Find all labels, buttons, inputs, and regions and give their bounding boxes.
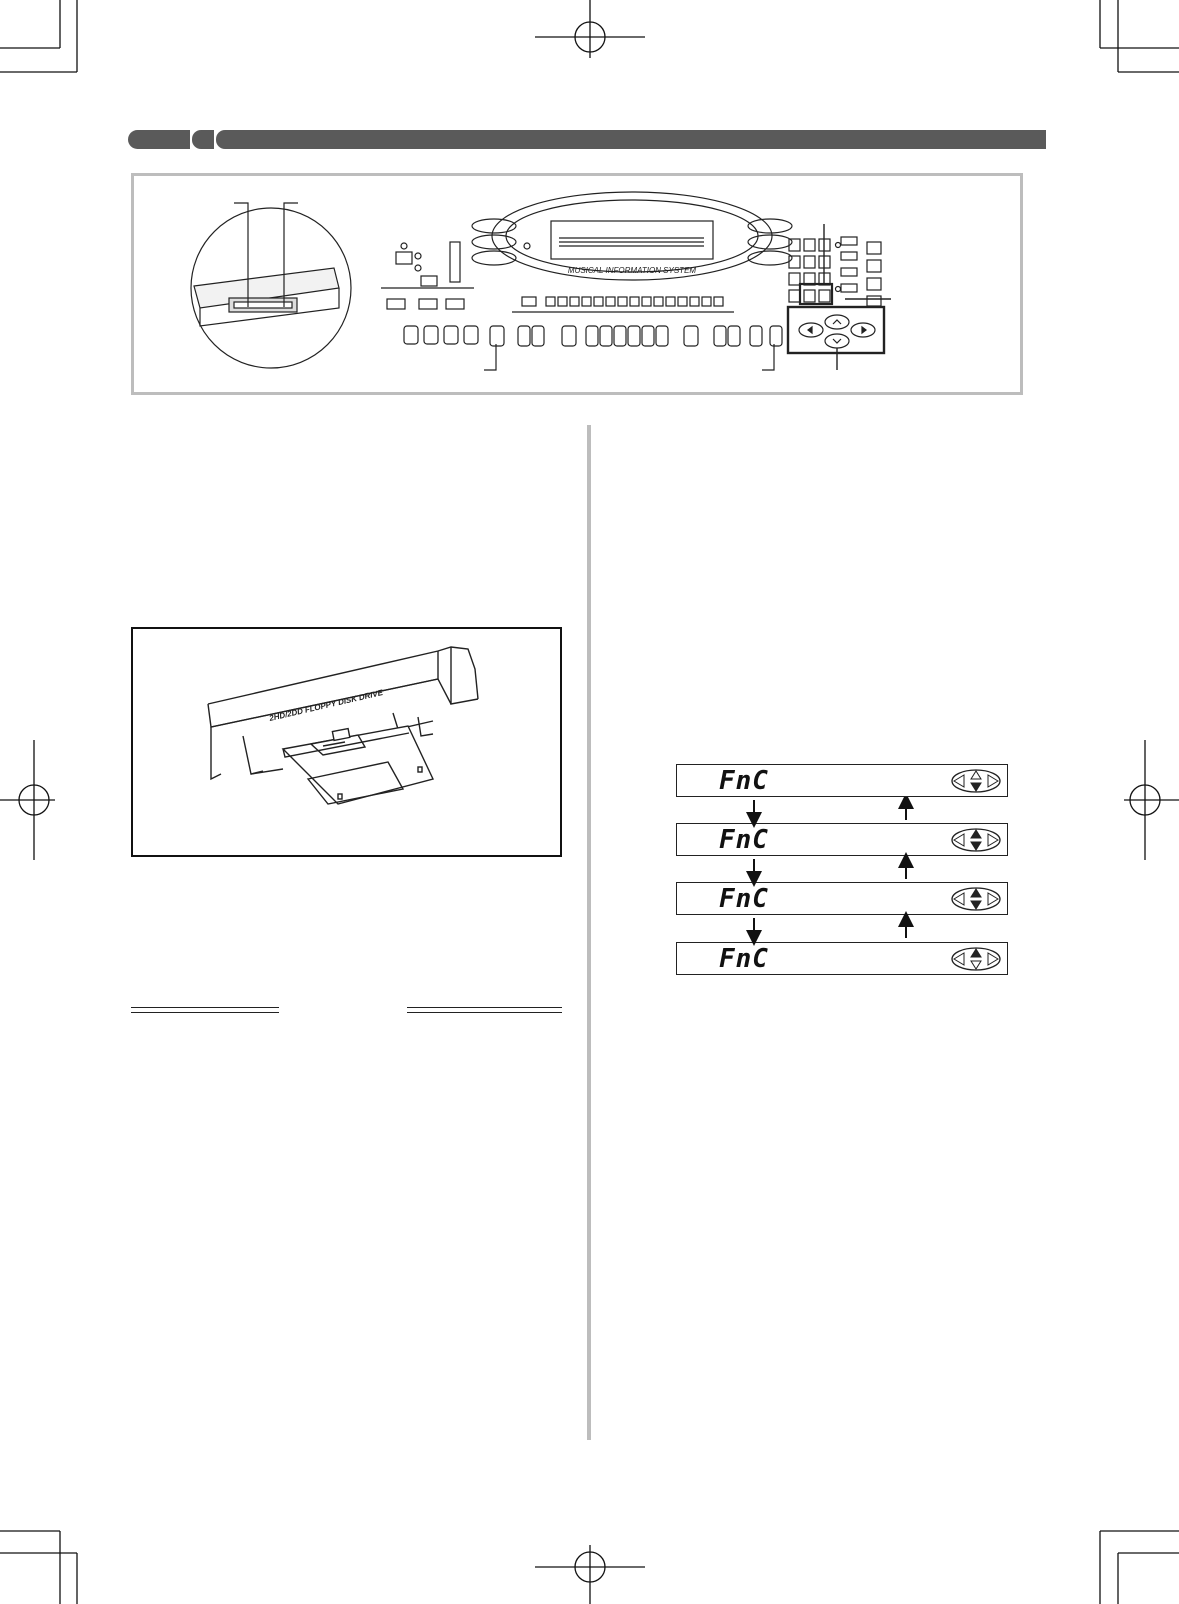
header-bar-middle	[192, 130, 214, 149]
keyboard-illustration-panel	[131, 173, 1023, 395]
lcd-text: FnC	[719, 944, 769, 974]
floppy-drive-label: 2HD/2DD FLOPPY DISK DRIVE	[268, 688, 384, 723]
cursor-keys-down-icon	[951, 769, 1001, 793]
header-bar-left	[128, 130, 190, 149]
section-rule-right-1	[407, 1007, 562, 1008]
header-bar-main	[216, 130, 1046, 149]
display-banner: MUSICAL INFORMATION SYSTEM	[567, 266, 697, 275]
floppy-drive-illustration	[133, 629, 560, 855]
section-rule-right-2	[407, 1012, 562, 1013]
lcd-screen-1	[676, 764, 1008, 797]
lcd-text: FnC	[719, 825, 769, 855]
column-divider	[587, 425, 591, 1440]
floppy-figure	[131, 627, 562, 857]
keyboard-illustration	[134, 176, 1020, 392]
section-rule-left-2	[131, 1012, 279, 1013]
section-rule-left-1	[131, 1007, 279, 1008]
cursor-keys-up-icon	[951, 947, 1001, 971]
flow-arrows	[676, 797, 1008, 947]
lcd-text: FnC	[719, 884, 769, 914]
lcd-text: FnC	[719, 766, 769, 796]
